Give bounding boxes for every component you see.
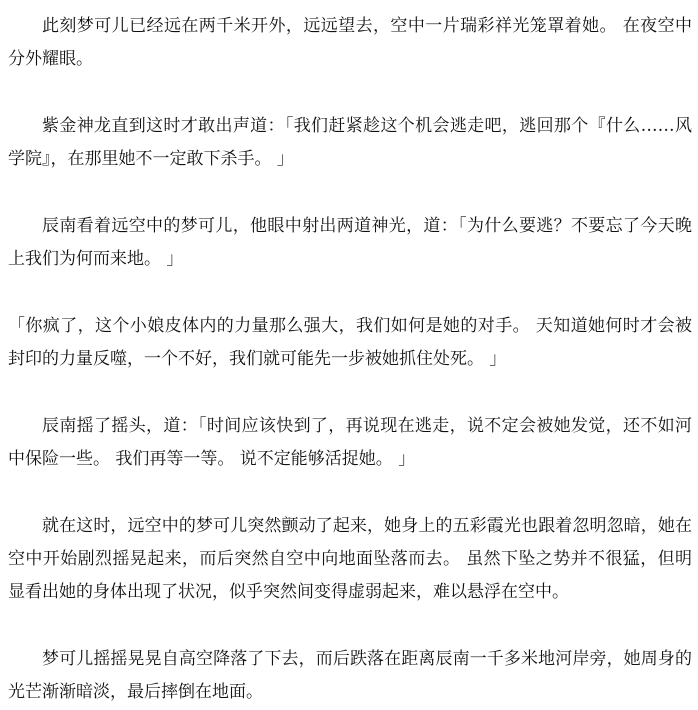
paragraph-6: 就在这时，远空中的梦可儿突然颤动了起来，她身上的五彩霞光也跟着忽明忽暗，她在空中开始剧烈摇晃起来，而后突然自空中向地面坠落而去。 虽然下坠之势并不很猛，但明显看出她的身体出现了状况，似乎突然间变得虚弱起来，难以悬浮在空中。 [8,516,692,602]
paragraph-4: 「你疯了，这个小娘皮体内的力量那么强大，我们如何是她的对手。 天知道她何时才会被封印的力量反噬，一个不好，我们就可能先一步被她抓住处死。 」 [8,316,692,369]
paragraph-7: 梦可儿摇摇晃晃自高空降落了下去，而后跌落在距离辰南一千多米地河岸旁，她周身的光芒渐渐暗淡，最后摔倒在地面。 [8,649,692,702]
paragraph-5: 辰南摇了摇头，道：「时间应该快到了，再说现在逃走，说不定会被她发觉，还不如河中保险一些。 我们再等一等。 说不定能够活捉她。 」 [8,416,692,469]
paragraph-3: 辰南看着远空中的梦可儿，他眼中射出两道神光，道：「为什么要逃？不要忘了今天晚上我们为何而来地。 」 [8,216,692,269]
paragraph-2: 紫金神龙直到这时才敢出声道：「我们赶紧趁这个机会逃走吧，逃回那个『什么……风学院』，在那里她不一定敢下杀手。 」 [8,116,692,169]
paragraph-1: 此刻梦可儿已经远在两千米开外，远远望去，空中一片瑞彩祥光笼罩着她。 在夜空中分外耀眼。 [8,16,692,69]
